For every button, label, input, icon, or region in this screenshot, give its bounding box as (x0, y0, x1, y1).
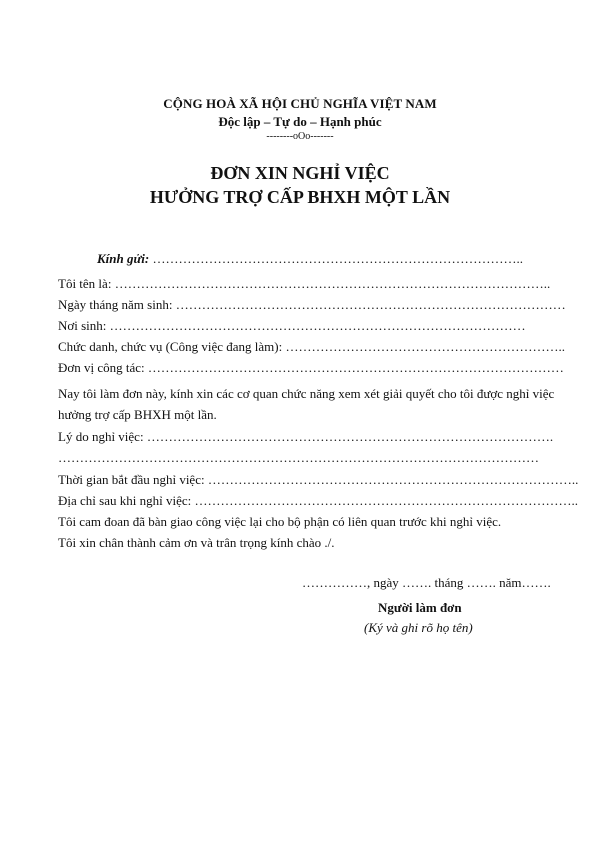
motto-heading: Độc lập – Tự do – Hạnh phúc (218, 114, 382, 129)
start-date-field[interactable]: ………………………………………………………………………….. (207, 472, 579, 487)
signature-note: (Ký và ghi rõ họ tên) (364, 620, 473, 635)
reason-line (58, 429, 553, 445)
workplace-line (58, 360, 564, 376)
address-line (58, 493, 578, 509)
reason-label: Lý do nghỉ việc: (58, 429, 144, 444)
commitment-text: Tôi cam đoan đã bàn giao công việc lại cho bộ phận có liên quan trước khi nghỉ việc. (58, 514, 502, 529)
recipient-field[interactable]: ………………………………………………………………………….. (152, 251, 523, 266)
name-label: Tôi tên là: (58, 276, 112, 291)
birthdate-field[interactable]: ……………………………………………………………………………… (175, 297, 566, 312)
country-heading: CỘNG HOÀ XÃ HỘI CHỦ NGHĨA VIỆT NAM (163, 96, 437, 111)
reason-field[interactable]: …………………………………………………………………………………. (146, 429, 554, 444)
signer-title: Người làm đơn (378, 600, 462, 615)
document-title-line-2: HƯỞNG TRỢ CẤP BHXH MỘT LẦN (149, 187, 451, 207)
request-text-line-2: hưởng trợ cấp BHXH một lần. (58, 407, 217, 422)
workplace-field[interactable]: …………………………………………………………………………………… (147, 360, 564, 375)
address-field[interactable]: …………………………………………………………………………….. (194, 493, 578, 508)
start-date-label: Thời gian bắt đầu nghỉ việc: (58, 472, 205, 487)
date-place-line[interactable]: ……………, ngày ……. tháng ……. năm……. (302, 575, 551, 590)
workplace-label: Đơn vị công tác: (58, 360, 145, 375)
address-label: Địa chỉ sau khi nghỉ việc: (58, 493, 192, 508)
reason-field-continued[interactable]: ………………………………………………………………………………………………… (58, 450, 539, 465)
start-date-line (58, 472, 578, 488)
header-divider: --------oOo------- (266, 131, 334, 142)
birthplace-line (58, 318, 526, 334)
birthdate-label: Ngày tháng năm sinh: (58, 297, 173, 312)
recipient-line (97, 251, 523, 267)
birthdate-line (58, 297, 566, 313)
document-title-line-1: ĐƠN XIN NGHỈ VIỆC (210, 163, 390, 183)
position-label: Chức danh, chức vụ (Công việc đang làm): (58, 339, 283, 354)
request-text-line-1: Nay tôi làm đơn này, kính xin các cơ quan chức năng xem xét giải quyết cho tôi được nghỉ việc (58, 386, 555, 401)
position-line (58, 339, 565, 355)
name-field[interactable]: ……………………………………………………………………………………….. (114, 276, 551, 291)
closing-text: Tôi xin chân thành cảm ơn và trân trọng kính chào ./. (58, 535, 335, 550)
name-line (58, 276, 550, 292)
recipient-label: Kính gửi: (97, 251, 150, 266)
birthplace-field[interactable]: …………………………………………………………………………………… (109, 318, 526, 333)
birthplace-label: Nơi sinh: (58, 318, 107, 333)
position-field[interactable]: ……………………………………………………….. (285, 339, 565, 354)
